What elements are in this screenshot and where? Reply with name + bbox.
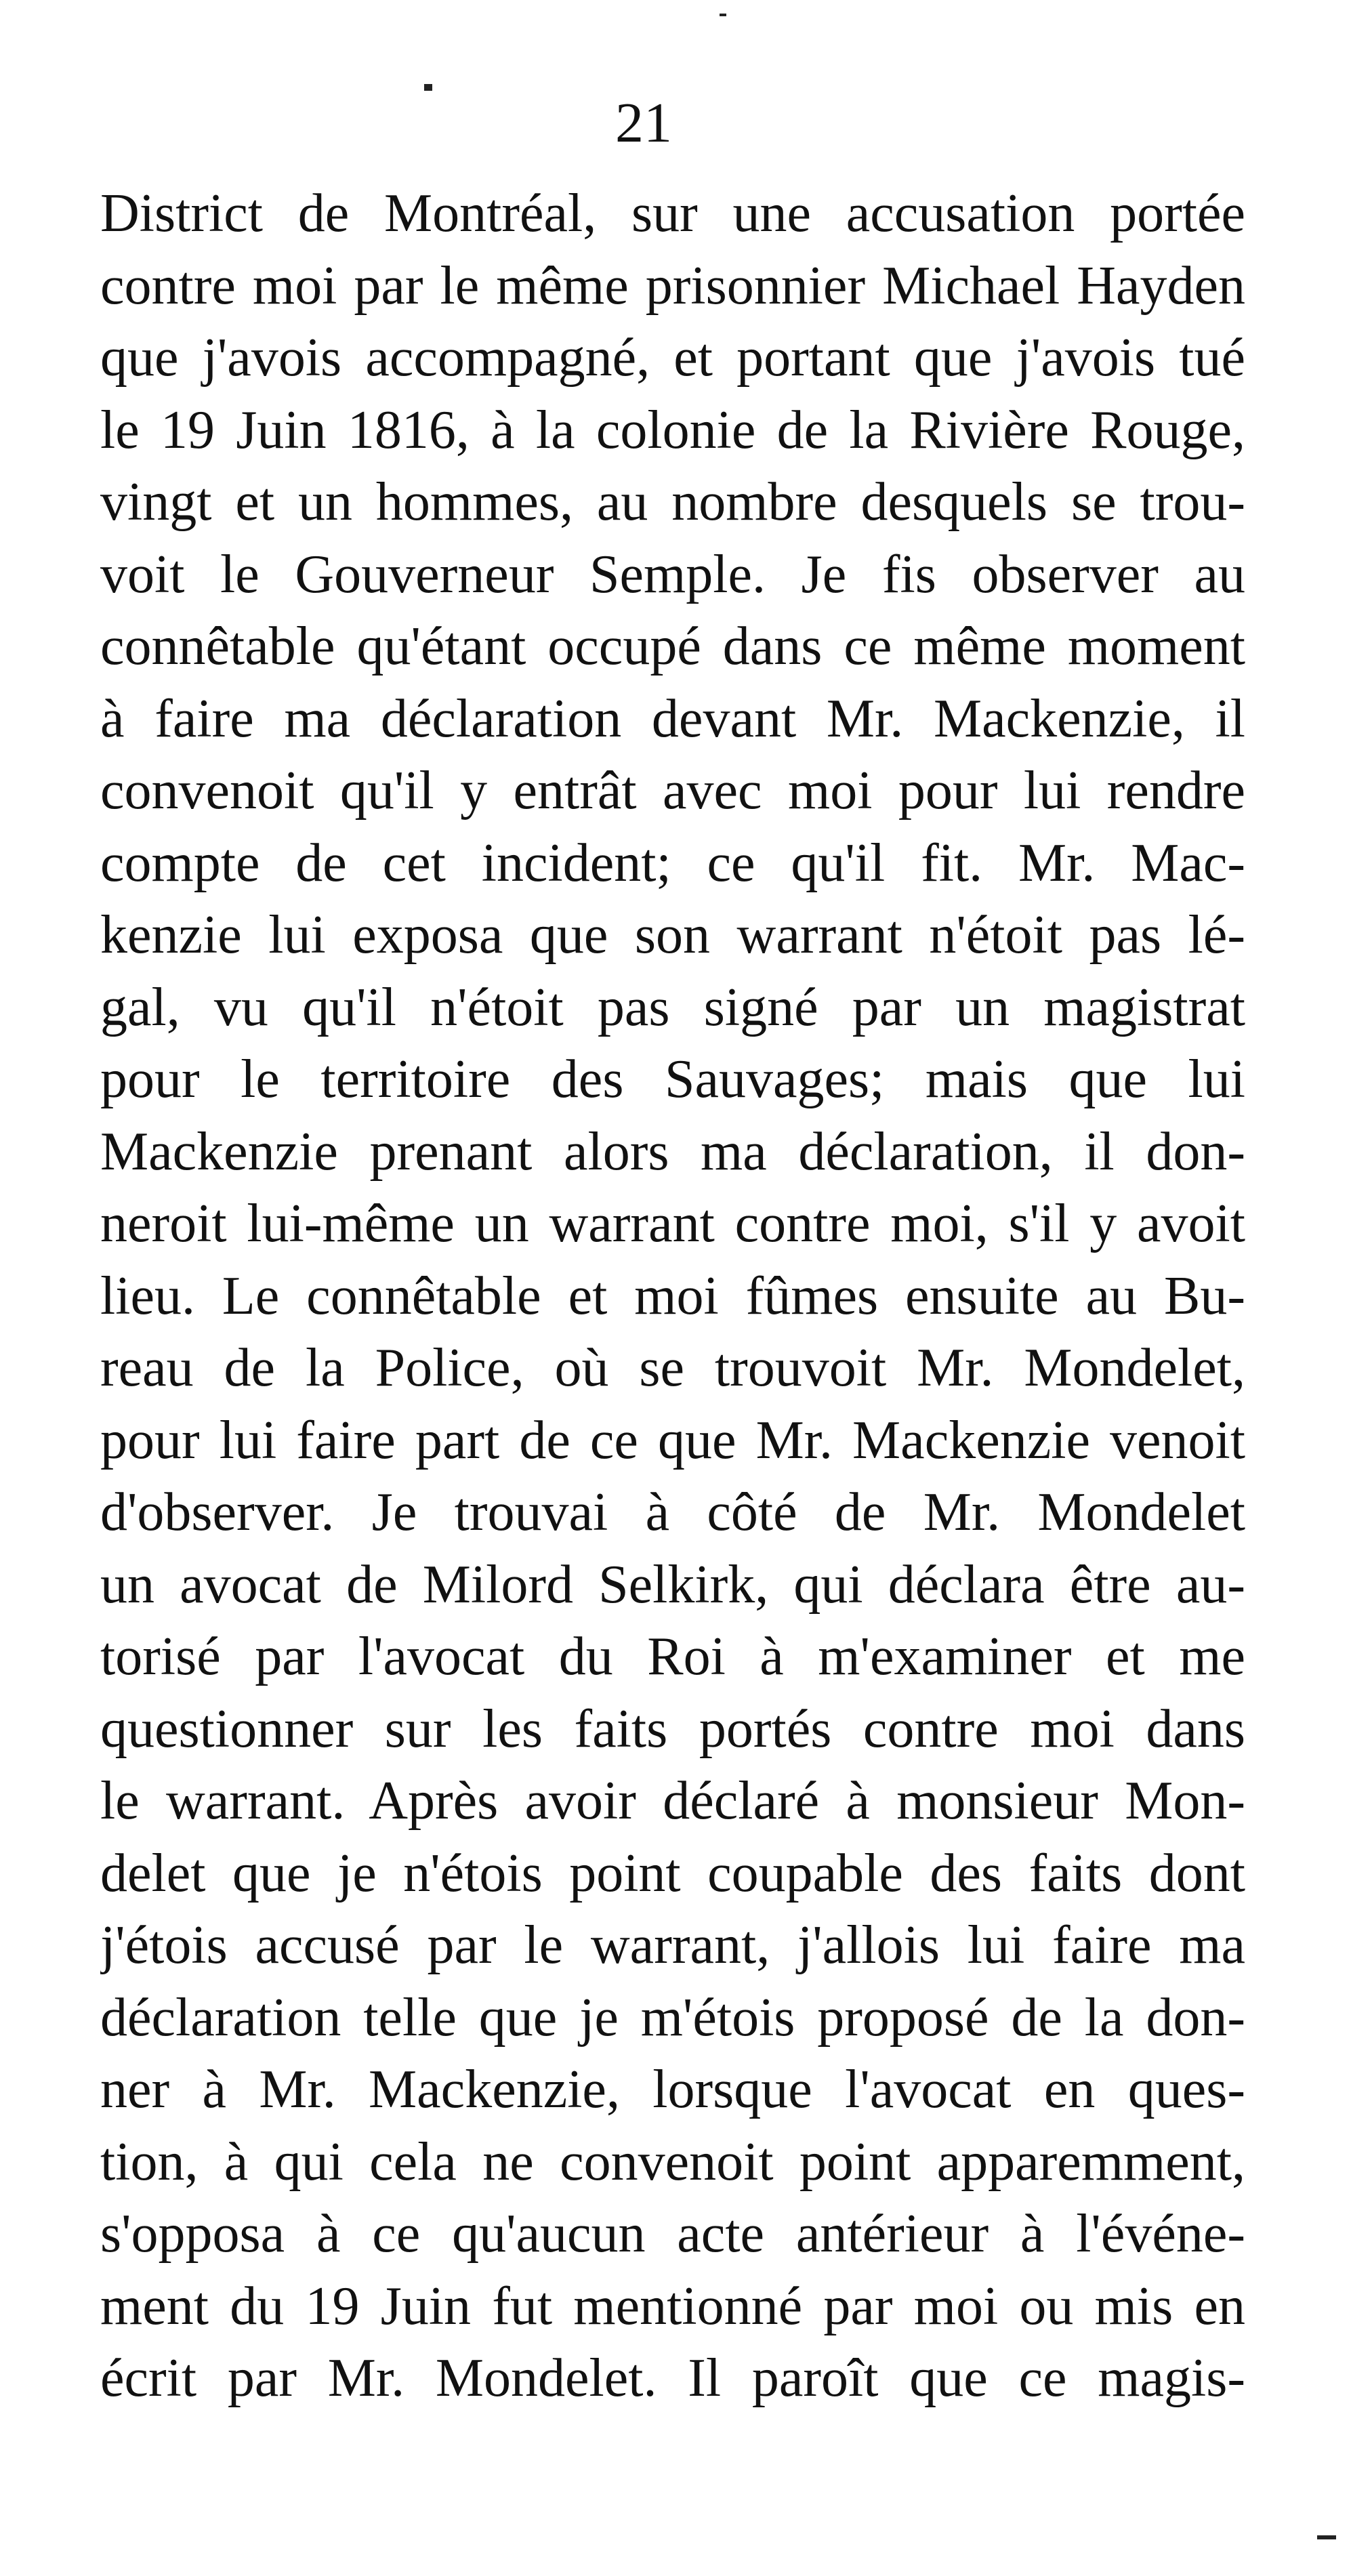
text-line: lieu. Le connêtable et moi fûmes ensuite au Bu- [100, 1266, 1245, 1326]
text-line: torisé par l'avocat du Roi à m'examiner et me [100, 1627, 1245, 1686]
text-line: voit le Gouverneur Semple. Je fis observer au [100, 544, 1245, 604]
text-line: District de Montréal, sur une accusation portée [100, 184, 1245, 243]
text-line: Mackenzie prenant alors ma déclaration, il don- [100, 1121, 1245, 1182]
scan-speck [1317, 2535, 1336, 2539]
text-line: déclaration telle que je m'étois proposé de la don- [100, 1987, 1245, 2048]
text-line: le 19 Juin 1816, à la colonie de la Rivière Rouge, [100, 400, 1245, 460]
page-number: 21 [615, 91, 672, 154]
text-line: écrit par Mr. Mondelet. Il paroît que ce magis- [100, 2348, 1245, 2408]
text-line: neroit lui-même un warrant contre moi, s'il y avoit [100, 1194, 1245, 1253]
text-line: connêtable qu'étant occupé dans ce même moment [100, 617, 1245, 676]
text-line: reau de la Police, où se trouvoit Mr. Mondelet, [100, 1338, 1245, 1398]
text-line: un avocat de Milord Selkirk, qui déclara être au- [100, 1554, 1245, 1615]
text-line: ment du 19 Juin fut mentionné par moi ou mis en [100, 2276, 1245, 2336]
text-line: pour le territoire des Sauvages; mais que lui [100, 1050, 1245, 1109]
text-line: delet que je n'étois point coupable des faits dont [100, 1843, 1245, 1903]
scan-speck [424, 84, 432, 91]
text-line: kenzie lui exposa que son warrant n'étoit pas lé- [100, 905, 1245, 965]
text-line: s'opposa à ce qu'aucun acte antérieur à l'événe- [100, 2204, 1245, 2264]
body-text [100, 178, 1245, 2415]
text-line: contre moi par le même prisonnier Michael Hayden [100, 255, 1245, 316]
text-line: pour lui faire part de ce que Mr. Mackenzie venoit [100, 1410, 1245, 1470]
text-line: j'étois accusé par le warrant, j'allois lui faire ma [100, 1915, 1245, 1975]
text-line: convenoit qu'il y entrât avec moi pour lui rendre [100, 761, 1245, 820]
text-line: à faire ma déclaration devant Mr. Mackenzie, il [100, 688, 1245, 749]
text-line: tion, à qui cela ne convenoit point apparemment, [100, 2132, 1245, 2192]
text-line: compte de cet incident; ce qu'il fit. Mr. Mac- [100, 833, 1245, 893]
text-line: le warrant. Après avoir déclaré à monsieur Mon- [100, 1771, 1245, 1831]
text-line: que j'avois accompagné, et portant que j'avois tué [100, 328, 1245, 388]
text-line: questionner sur les faits portés contre moi dans [100, 1699, 1245, 1759]
text-line: d'observer. Je trouvai à côté de Mr. Mondelet [100, 1482, 1245, 1542]
scan-speck [720, 14, 726, 16]
text-line: vingt et un hommes, au nombre desquels se trou- [100, 472, 1245, 532]
text-line: ner à Mr. Mackenzie, lorsque l'avocat en ques- [100, 2060, 1245, 2119]
text-line: gal, vu qu'il n'étoit pas signé par un magistrat [100, 977, 1245, 1037]
